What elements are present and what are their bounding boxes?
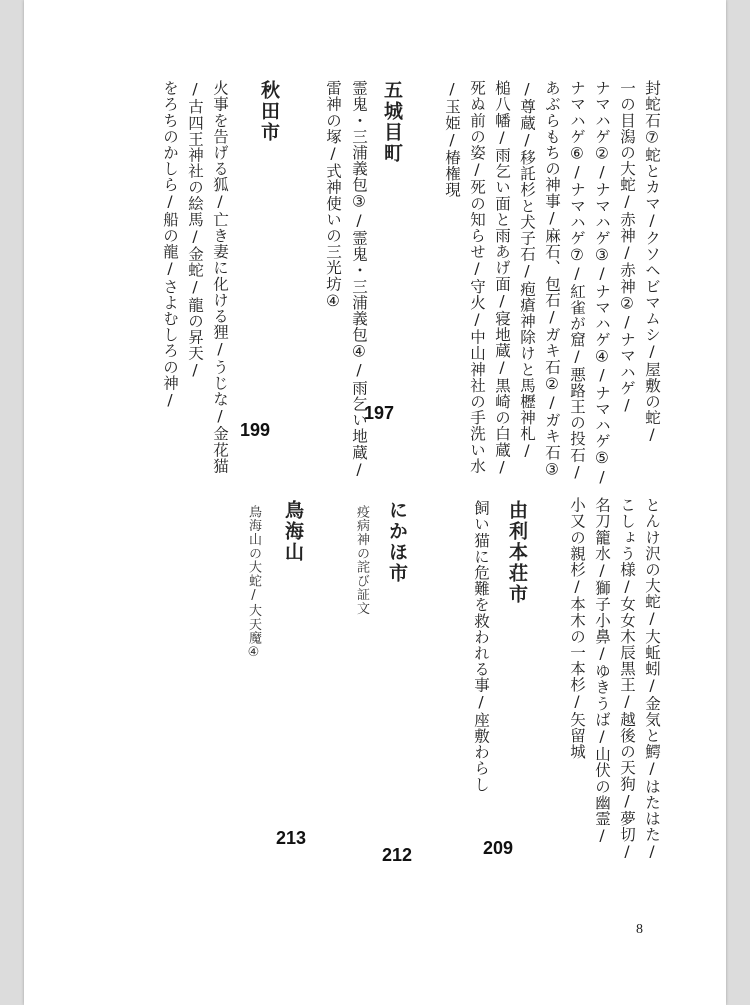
text-line: とんけ沢の大蛇/大蚯蚓/金気と鰐/はたはた/ [643, 497, 661, 862]
text-line: /古四王神社の絵馬/金蛇/龍の昇天/ [186, 80, 204, 380]
text-line: をろちのかしら/船の龍/さよむしろの神/ [161, 80, 179, 410]
section-heading: にかほ市 [386, 500, 408, 584]
section-page-number: 209 [483, 838, 514, 858]
section-page-number: 212 [382, 845, 413, 865]
text-line: 霊鬼・三浦義包③/霊鬼・三浦義包④/雨乞い地蔵/ [350, 80, 368, 479]
text-line: 鳥海山の大蛇/大天魔④ [246, 505, 261, 661]
text-line: 封蛇石⑦蛇とカマ/クソヘビマムシ/屋敷の蛇/ [643, 80, 661, 445]
section-heading: 由利本荘市 [506, 500, 528, 605]
text-line: 疫病神の詫び証文 [354, 505, 369, 616]
text-line: 雷神の塚/式神使いの三光坊④ [324, 80, 342, 311]
section-page-number: 199 [240, 420, 271, 440]
text-line: 火事を告げる狐/亡き妻に化ける狸/うじな/金花猫 [211, 80, 229, 474]
section-heading: 鳥海山 [282, 500, 304, 563]
page-number: 8 [636, 922, 643, 937]
section-heading: 五城目町 [381, 80, 403, 164]
text-line: /尊蔵/移託杉と犬子石/疱瘡神除けと馬櫪神札/ [518, 80, 536, 461]
text-line: 槌八幡/雨乞い面と雨あげ面/寝地蔵/黒崎の白蔵/ [493, 80, 511, 477]
text-line: ナマハゲ⑥/ナマハゲ⑦/紅雀が窟/悪路王の投石/ [568, 80, 586, 482]
text-line: 名刀籠水/獅子小鼻/ゆきうば/山伏の幽霊/ [593, 497, 611, 846]
text-line: あぶらもちの神事/麻石、包石/ガキ石②/ガキ石③ [543, 80, 561, 479]
text-line: 小又の親杉/本木の一本杉/矢留城 [568, 497, 586, 760]
text-line: こしょう様/女女木辰黒王/越後の天狗/夢切/ [618, 497, 636, 862]
text-line: /玉姫/椿権現 [443, 80, 461, 198]
section-heading: 秋田市 [258, 80, 280, 143]
book-page [24, 0, 726, 1005]
text-line: ナマハゲ②/ナマハゲ③/ナマハゲ④/ナマハゲ⑤/ [593, 80, 611, 487]
section-page-number: 213 [276, 828, 307, 848]
text-line: 飼い猫に危難を救われる事/座敷わらし [472, 500, 490, 793]
section-page-number: 197 [364, 403, 395, 423]
text-line: 死ぬ前の姿/死の知らせ/守火/中山神社の手洗い水 [468, 80, 486, 474]
text-line: 一の目潟の大蛇/赤神/赤神②/ナマハゲ/ [618, 80, 636, 415]
